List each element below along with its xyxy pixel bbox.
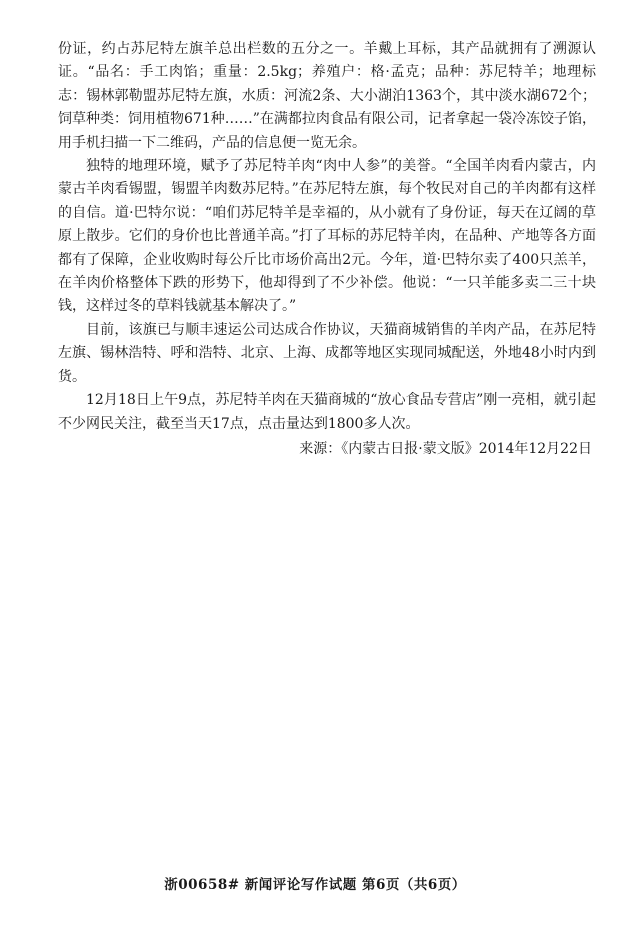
source-citation: 来源：《内蒙古日报·蒙文版》2014年12月22日 xyxy=(299,440,592,457)
article-body xyxy=(58,38,596,461)
page-footer: 浙00658# 新闻评论写作试题 第6页（共6页） xyxy=(164,877,466,893)
paragraph-continued: 份证，约占苏尼特左旗羊总出栏数的五分之一。羊戴上耳标，其产品就拥有了溯源认证。“品名：手工肉馅；重量：2.5kg；养殖户：格·孟克；品种：苏尼特羊；地理标志：锡林郭勒盟苏尼特左旗，水质：河流2条、大小湖泊1363个，其中淡水湖672个；饲草种类：饲用植物671种……”在满都拉肉食品有限公司，记者拿起一袋冷冻饺子馅，用手机扫描一下二维码，产品的信息便一览无余。 xyxy=(58,41,596,151)
paragraph: 独特的地理环境，赋予了苏尼特羊肉“肉中人参”的美誉。“全国羊肉看内蒙古，内蒙古羊肉看锡盟，锡盟羊肉数苏尼特。”在苏尼特左旗，每个牧民对自己的羊肉都有这样的自信。道·巴特尔说：“咱们苏尼特羊是幸福的，从小就有了身份证，每天在辽阔的草原上散步。它们的身价也比普通羊高。”打了耳标的苏尼特羊肉，在品种、产地等各方面都有了保障，企业收购时每公斤比市场价高出2元。今年，道·巴特尔卖了400只羔羊，在羊肉价格整体下跌的形势下，他却得到了不少补偿。他说：“一只羊能多卖二三十块钱，这样过冬的草料钱就基本解决了。” xyxy=(58,158,596,315)
paragraph: 目前，该旗已与顺丰速运公司达成合作协议，天猫商城销售的羊肉产品，在苏尼特左旗、锡林浩特、呼和浩特、北京、上海、成都等地区实现同城配送，外地48小时内到货。 xyxy=(58,321,596,385)
paragraph: 12月18日上午9点，苏尼特羊肉在天猫商城的“放心食品专营店”刚一亮相，就引起不少网民关注，截至当天17点，点击量达到1800多人次。 xyxy=(58,392,596,432)
